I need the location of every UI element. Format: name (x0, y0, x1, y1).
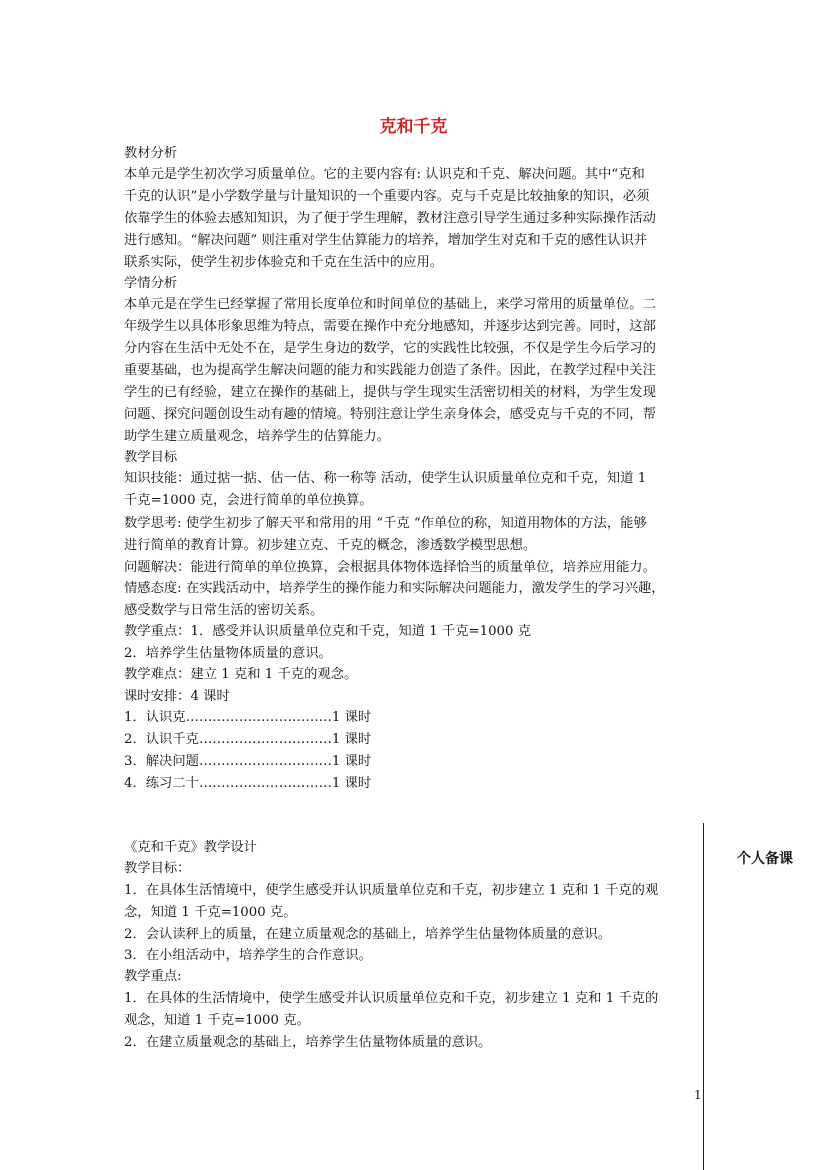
text-line: 问题解决：能进行简单的单位换算，会根据具体物体选择恰当的质量单位，培养应用能力。 (124, 560, 656, 575)
text-line: 教学目标 (124, 450, 178, 465)
text-line: 进行感知。“解决问题” 则注重对学生估算能力的培养，增加学生对克和千克的感性认识并 (124, 233, 648, 248)
text-line: 分内容在生活中无处不在，是学生身边的数学，它的实践性比较强，不仅是学生今后学习的 (124, 341, 656, 356)
text-line: 观念，知道 1 千克=1000 克。 (124, 1013, 310, 1028)
text-line: 学生的已有经验，建立在操作的基础上，提供与学生现实生活密切相关的材料，为学生发现 (124, 385, 656, 400)
text-line: 2．在建立质量观念的基础上，培养学生估量物体质量的意识。 (124, 1035, 492, 1050)
personal-notes-heading: 个人备课 (737, 851, 793, 867)
text-line: 感受数学与日常生活的密切关系。 (124, 603, 324, 618)
text-line: 1．认识克……………………………1 课时 (124, 710, 372, 725)
text-line: 数学思考: 使学生初步了解天平和常用的用 “千克 “作单位的称，知道用物体的方法，能够 (124, 516, 647, 531)
margin-divider (703, 823, 704, 1170)
text-line: 2．培养学生估量物体质量的意识。 (124, 646, 332, 661)
page-number: 1 (694, 1088, 702, 1102)
text-line: 4．练习二十…………………………1 课时 (124, 776, 372, 791)
text-line: 教学难点：建立 1 克和 1 千克的观念。 (124, 667, 358, 682)
text-line: 千克=1000 克，会进行简单的单位换算。 (124, 493, 373, 508)
document-title: 克和千克 (379, 117, 448, 137)
text-line: 问题、探究问题创设生动有趣的情境。特别注意让学生亲身体会，感受克与千克的不同，帮 (124, 407, 656, 422)
text-line: 课时安排：4 课时 (124, 689, 230, 704)
text-line: 知识技能：通过掂一掂、估一估、称一称等 活动，使学生认识质量单位克和千克，知道 1 (124, 471, 647, 486)
text-line: 念，知道 1 千克=1000 克。 (124, 905, 297, 920)
text-line: 年级学生以具体形象思维为特点，需要在操作中充分地感知，并逐步达到完善。同时，这部 (124, 319, 656, 334)
text-line: 重要基础，也为提高学生解决问题的能力和实践能力创造了条件。因此，在教学过程中关注 (124, 363, 656, 378)
text-line: 助学生建立质量观念，培养学生的估算能力。 (124, 429, 390, 444)
text-line: 《克和千克》教学设计 (124, 840, 257, 855)
text-line: 千克的认识”是小学数学量与计量知识的一个重要内容。克与千克是比较抽象的知识，必须 (124, 189, 650, 204)
text-line: 3．在小组活动中，培养学生的合作意识。 (124, 948, 372, 963)
text-line: 情感态度: 在实践活动中，培养学生的操作能力和实际解决问题能力，激发学生的学习兴趣， (124, 581, 665, 596)
text-line: 进行简单的教育计算。初步建立克、千克的概念，渗透数学模型思想。 (124, 538, 537, 553)
text-line: 联系实际，使学生初步体验克和千克在生活中的应用。 (124, 255, 444, 270)
text-line: 依靠学生的体验去感知知识，为了便于学生理解，教材注意引导学生通过多种实际操作活动 (124, 211, 656, 226)
text-line: 1．在具体的生活情境中，使学生感受并认识质量单位克和千克，初步建立 1 克和 1 千克的 (124, 991, 659, 1006)
text-line: 2．认识千克…………………………1 课时 (124, 732, 372, 747)
text-line: 本单元是学生初次学习质量单位。它的主要内容有: 认识克和千克、解决问题。其中“克和 (124, 167, 645, 182)
text-line: 教学目标： (124, 861, 191, 876)
text-line: 本单元是在学生已经掌握了常用长度单位和时间单位的基础上，来学习常用的质量单位。二 (124, 297, 656, 312)
text-line: 3．解决问题…………………………1 课时 (124, 754, 372, 769)
text-line: 教学重点：1．感受并认识质量单位克和千克，知道 1 千克=1000 克 (124, 624, 532, 639)
text-line: 1．在具体生活情境中，使学生感受并认识质量单位克和千克，初步建立 1 克和 1 千克的观 (124, 883, 659, 898)
text-line: 学情分析 (124, 276, 178, 291)
text-line: 教学重点: (124, 969, 182, 984)
text-line: 2．会认读秤上的质量，在建立质量观念的基础上，培养学生估量物体质量的意识。 (124, 927, 612, 942)
text-line: 教材分析 (124, 146, 178, 161)
